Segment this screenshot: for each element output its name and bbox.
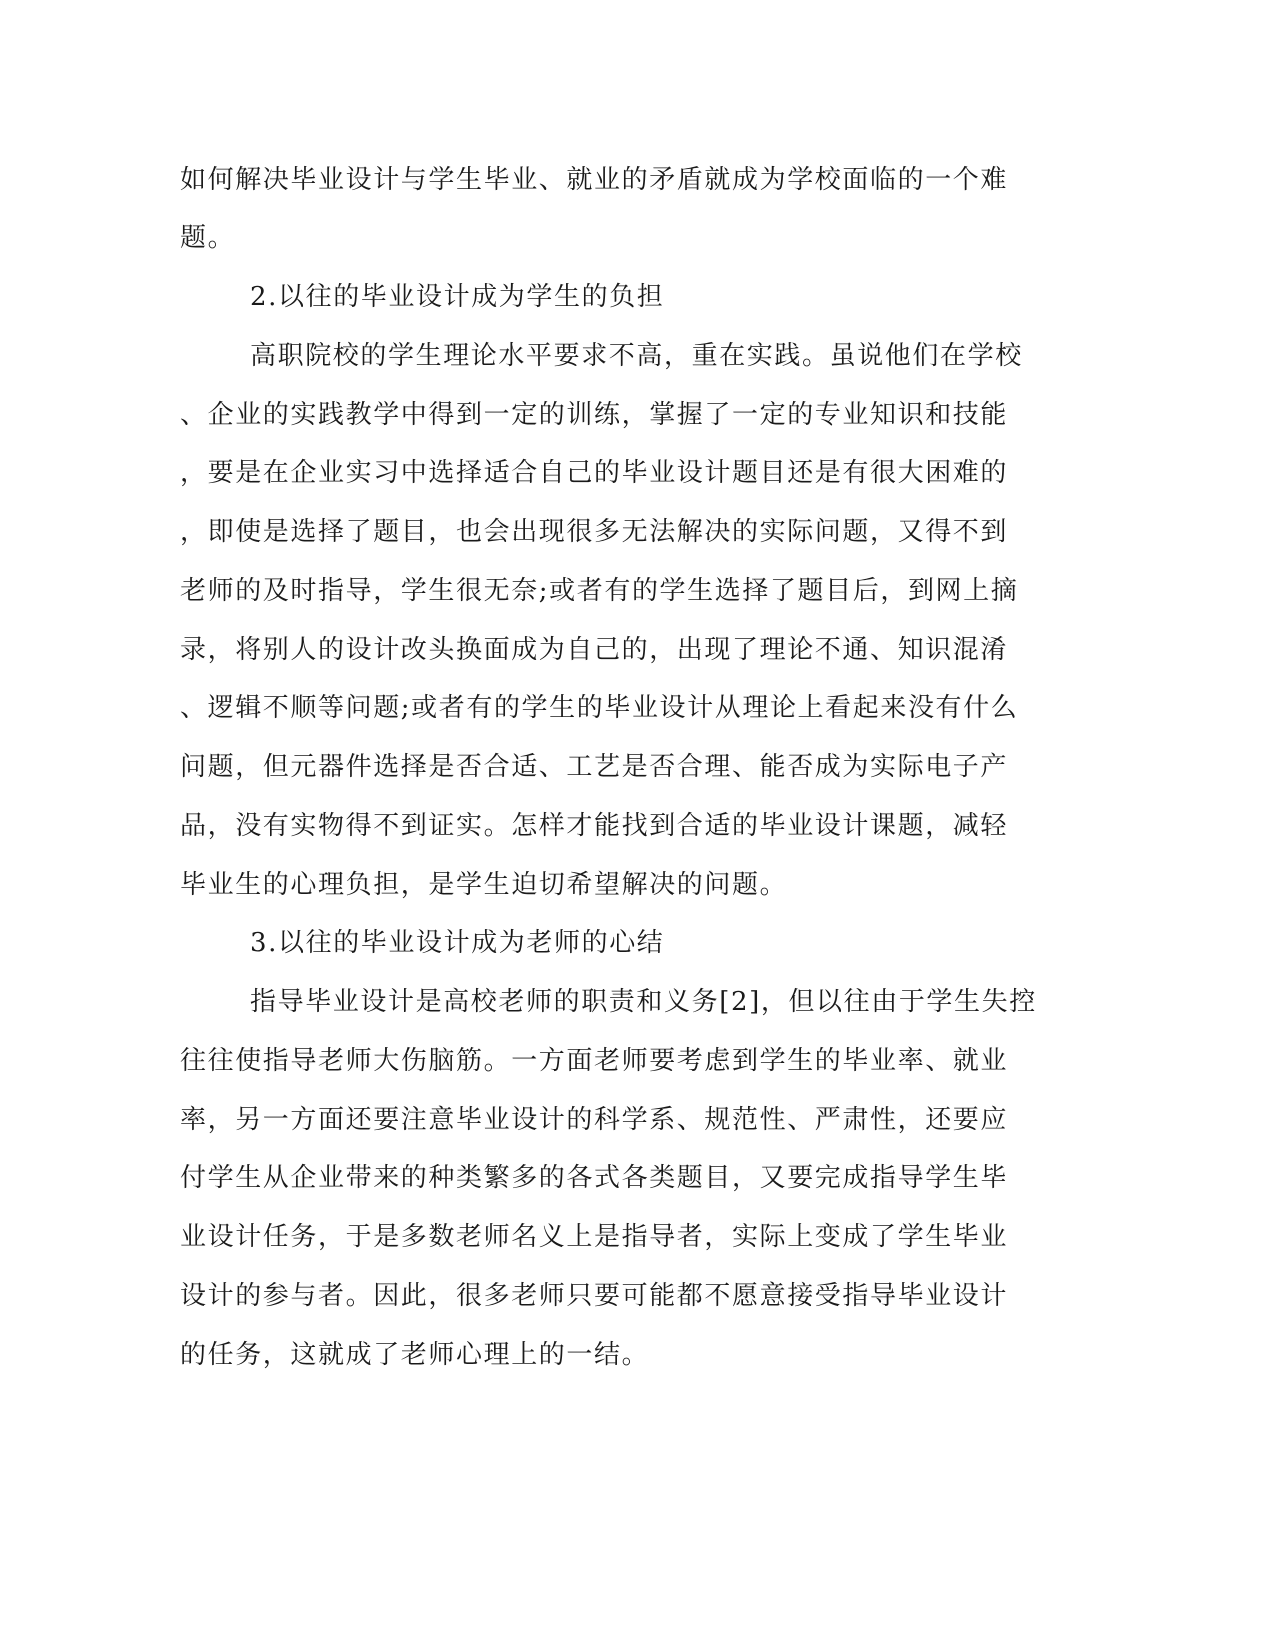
text-line: 如何解决毕业设计与学生毕业、就业的矛盾就成为学校面临的一个难 — [180, 165, 1009, 195]
text-line: 率，另一方面还要注意毕业设计的科学系、规范性、严肃性，还要应 — [180, 1105, 1009, 1135]
text-line: 高职院校的学生理论水平要求不高，重在实践。虽说他们在学校 — [250, 341, 1023, 371]
text-line: 往往使指导老师大伤脑筋。一方面老师要考虑到学生的毕业率、就业 — [180, 1046, 1009, 1076]
text-line: 的任务，这就成了老师心理上的一结。 — [180, 1340, 650, 1370]
text-line: ，即使是选择了题目，也会出现很多无法解决的实际问题，又得不到 — [180, 517, 1009, 547]
text-line: 品，没有实物得不到证实。怎样才能找到合适的毕业设计课题，减轻 — [180, 811, 1009, 841]
text-line: 付学生从企业带来的种类繁多的各式各类题目，又要完成指导学生毕 — [180, 1163, 1009, 1193]
text-line: 业设计任务，于是多数老师名义上是指导者，实际上变成了学生毕业 — [180, 1222, 1009, 1252]
text-line: 老师的及时指导，学生很无奈;或者有的学生选择了题目后，到网上摘 — [180, 576, 1019, 606]
text-line: 、企业的实践教学中得到一定的训练，掌握了一定的专业知识和技能 — [180, 400, 1009, 430]
section-heading: 3.以往的毕业设计成为老师的心结 — [250, 928, 665, 958]
text-line: 录，将别人的设计改头换面成为自己的，出现了理论不通、知识混淆 — [180, 635, 1009, 665]
text-line: ，要是在企业实习中选择适合自己的毕业设计题目还是有很大困难的 — [180, 458, 1009, 488]
text-line: 毕业生的心理负担，是学生迫切希望解决的问题。 — [180, 870, 788, 900]
text-line: 指导毕业设计是高校老师的职责和义务[2]，但以往由于学生失控 — [250, 987, 1037, 1017]
text-line: 设计的参与者。因此，很多老师只要可能都不愿意接受指导毕业设计 — [180, 1281, 1009, 1311]
text-line: 、逻辑不顺等问题;或者有的学生的毕业设计从理论上看起来没有什么 — [180, 693, 1019, 723]
text-line: 问题，但元器件选择是否合适、工艺是否合理、能否成为实际电子产 — [180, 752, 1009, 782]
text-line: 题。 — [180, 223, 236, 253]
section-heading: 2.以往的毕业设计成为学生的负担 — [250, 282, 665, 312]
